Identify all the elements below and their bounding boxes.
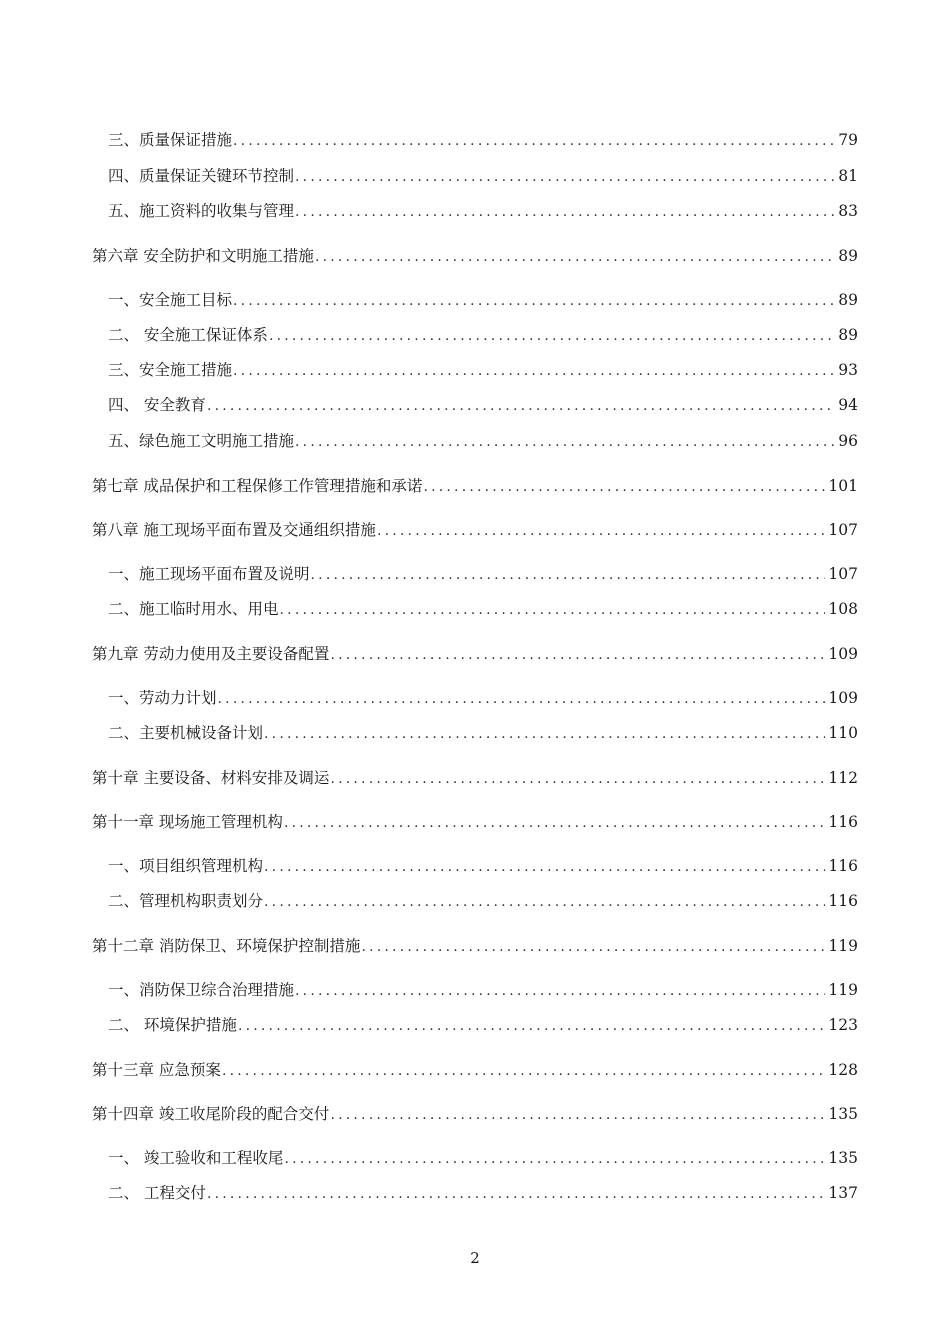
toc-leader-dots bbox=[295, 165, 835, 189]
toc-entry[interactable] bbox=[92, 810, 858, 834]
toc-leader-dots bbox=[207, 1182, 825, 1206]
toc-entry-page: 107 bbox=[828, 521, 858, 539]
toc-entry[interactable] bbox=[92, 721, 858, 745]
toc-entry[interactable] bbox=[92, 854, 858, 878]
toc-entry[interactable] bbox=[92, 474, 858, 498]
toc-entry[interactable] bbox=[92, 1146, 858, 1170]
toc-leader-dots bbox=[233, 359, 835, 383]
toc-entry-label: 第六章 安全防护和文明施工措施 bbox=[92, 247, 314, 265]
toc-entry-page: 81 bbox=[838, 167, 858, 185]
toc-entry-label: 第十章 主要设备、材料安排及调运 bbox=[92, 769, 330, 787]
toc-entry-page: 135 bbox=[828, 1149, 858, 1167]
toc-entry-label: 二、 工程交付 bbox=[108, 1184, 206, 1202]
toc-entry[interactable] bbox=[92, 1102, 858, 1126]
toc-entry[interactable] bbox=[92, 597, 858, 621]
toc-entry-label: 二、 安全施工保证体系 bbox=[108, 326, 268, 344]
toc-entry-page: 119 bbox=[828, 981, 858, 999]
toc-leader-dots bbox=[233, 289, 835, 313]
toc-entry[interactable] bbox=[92, 199, 858, 223]
toc-entry-page: 96 bbox=[838, 432, 858, 450]
toc-entry[interactable] bbox=[92, 429, 858, 453]
toc-entry-page: 101 bbox=[828, 477, 858, 495]
toc-entry-label: 二、施工临时用水、用电 bbox=[108, 600, 279, 618]
toc-entry-page: 112 bbox=[828, 769, 858, 787]
toc-entry[interactable] bbox=[92, 288, 858, 312]
toc-entry-label: 一、消防保卫综合治理措施 bbox=[108, 981, 295, 999]
toc-leader-dots bbox=[311, 563, 826, 587]
toc-entry-label: 一、安全施工目标 bbox=[108, 291, 233, 309]
toc-entry-page: 116 bbox=[828, 813, 858, 831]
toc-entry[interactable] bbox=[92, 686, 858, 710]
toc-entry[interactable] bbox=[92, 766, 858, 790]
toc-entry-page: 89 bbox=[838, 247, 858, 265]
toc-leader-dots bbox=[238, 1014, 825, 1038]
toc-leader-dots bbox=[315, 245, 835, 269]
toc-entry-label: 第七章 成品保护和工程保修工作管理措施和承诺 bbox=[92, 477, 423, 495]
toc-leader-dots bbox=[295, 430, 835, 454]
toc-entry-label: 第十四章 竣工收尾阶段的配合交付 bbox=[92, 1105, 330, 1123]
toc-entry[interactable] bbox=[92, 164, 858, 188]
toc-entry-label: 第十三章 应急预案 bbox=[92, 1061, 221, 1079]
toc-entry-page: 107 bbox=[828, 565, 858, 583]
toc-entry-label: 二、管理机构职责划分 bbox=[108, 892, 264, 910]
toc-entry[interactable] bbox=[92, 323, 858, 347]
toc-entry-label: 五、施工资料的收集与管理 bbox=[108, 202, 295, 220]
toc-leader-dots bbox=[280, 598, 826, 622]
toc-entry-page: 116 bbox=[828, 892, 858, 910]
toc-entry[interactable] bbox=[92, 562, 858, 586]
toc-entry-page: 119 bbox=[828, 937, 858, 955]
toc-entry[interactable] bbox=[92, 518, 858, 542]
toc-entry[interactable] bbox=[92, 358, 858, 382]
toc-leader-dots bbox=[269, 324, 835, 348]
toc-leader-dots bbox=[222, 1059, 825, 1083]
toc-entry[interactable] bbox=[92, 244, 858, 268]
toc-leader-dots bbox=[361, 935, 825, 959]
toc-entry-label: 三、安全施工措施 bbox=[108, 361, 233, 379]
toc-entry-label: 一、项目组织管理机构 bbox=[108, 857, 264, 875]
toc-entry-page: 79 bbox=[838, 131, 858, 149]
toc-leader-dots bbox=[218, 687, 826, 711]
toc-entry-label: 五、绿色施工文明施工措施 bbox=[108, 432, 295, 450]
toc-leader-dots bbox=[284, 811, 825, 835]
toc-leader-dots bbox=[295, 200, 835, 224]
toc-leader-dots bbox=[423, 475, 825, 499]
toc-entry-label: 第十一章 现场施工管理机构 bbox=[92, 813, 283, 831]
toc-entry-page: 109 bbox=[828, 645, 858, 663]
toc-leader-dots bbox=[330, 1103, 825, 1127]
toc-leader-dots bbox=[264, 855, 825, 879]
toc-entry-label: 四、 安全教育 bbox=[108, 396, 206, 414]
toc-entry-label: 二、 环境保护措施 bbox=[108, 1016, 237, 1034]
toc-entry-label: 一、 竣工验收和工程收尾 bbox=[108, 1149, 284, 1167]
toc-leader-dots bbox=[330, 767, 825, 791]
toc-leader-dots bbox=[330, 643, 825, 667]
toc-entry-label: 第九章 劳动力使用及主要设备配置 bbox=[92, 645, 330, 663]
toc-leader-dots bbox=[284, 1147, 825, 1171]
toc-entry-label: 第十二章 消防保卫、环境保护控制措施 bbox=[92, 937, 361, 955]
toc-leader-dots bbox=[377, 519, 825, 543]
toc-entry[interactable] bbox=[92, 978, 858, 1002]
page-number: 2 bbox=[470, 1249, 480, 1267]
toc-entry-page: 137 bbox=[828, 1184, 858, 1202]
toc-entry-page: 110 bbox=[828, 724, 858, 742]
toc-entry-label: 四、质量保证关键环节控制 bbox=[108, 167, 295, 185]
toc-entry[interactable] bbox=[92, 128, 858, 152]
toc-entry[interactable] bbox=[92, 1058, 858, 1082]
toc-entry-page: 123 bbox=[828, 1016, 858, 1034]
toc-entry-page: 109 bbox=[828, 689, 858, 707]
toc-leader-dots bbox=[264, 722, 825, 746]
toc-entry-page: 89 bbox=[838, 326, 858, 344]
toc-entry[interactable] bbox=[92, 889, 858, 913]
toc-entry-page: 89 bbox=[838, 291, 858, 309]
toc-entry-label: 一、施工现场平面布置及说明 bbox=[108, 565, 310, 583]
toc-leader-dots bbox=[233, 129, 835, 153]
toc-entry[interactable] bbox=[92, 642, 858, 666]
toc-entry[interactable] bbox=[92, 1013, 858, 1037]
toc-entry-page: 116 bbox=[828, 857, 858, 875]
toc-leader-dots bbox=[207, 394, 835, 418]
toc-entry-page: 93 bbox=[838, 361, 858, 379]
toc-entry-page: 94 bbox=[838, 396, 858, 414]
toc-entry-label: 一、劳动力计划 bbox=[108, 689, 217, 707]
toc-entry[interactable] bbox=[92, 393, 858, 417]
toc-entry-page: 135 bbox=[828, 1105, 858, 1123]
toc-entry-label: 第八章 施工现场平面布置及交通组织措施 bbox=[92, 521, 376, 539]
toc-entry-page: 128 bbox=[828, 1061, 858, 1079]
toc-entry-page: 108 bbox=[828, 600, 858, 618]
toc-entry-label: 三、质量保证措施 bbox=[108, 131, 233, 149]
toc-entry[interactable] bbox=[92, 1181, 858, 1205]
toc-entry[interactable] bbox=[92, 934, 858, 958]
toc-leader-dots bbox=[295, 979, 825, 1003]
toc-entry-page: 83 bbox=[838, 202, 858, 220]
toc-entry-label: 二、主要机械设备计划 bbox=[108, 724, 264, 742]
toc-leader-dots bbox=[264, 890, 825, 914]
